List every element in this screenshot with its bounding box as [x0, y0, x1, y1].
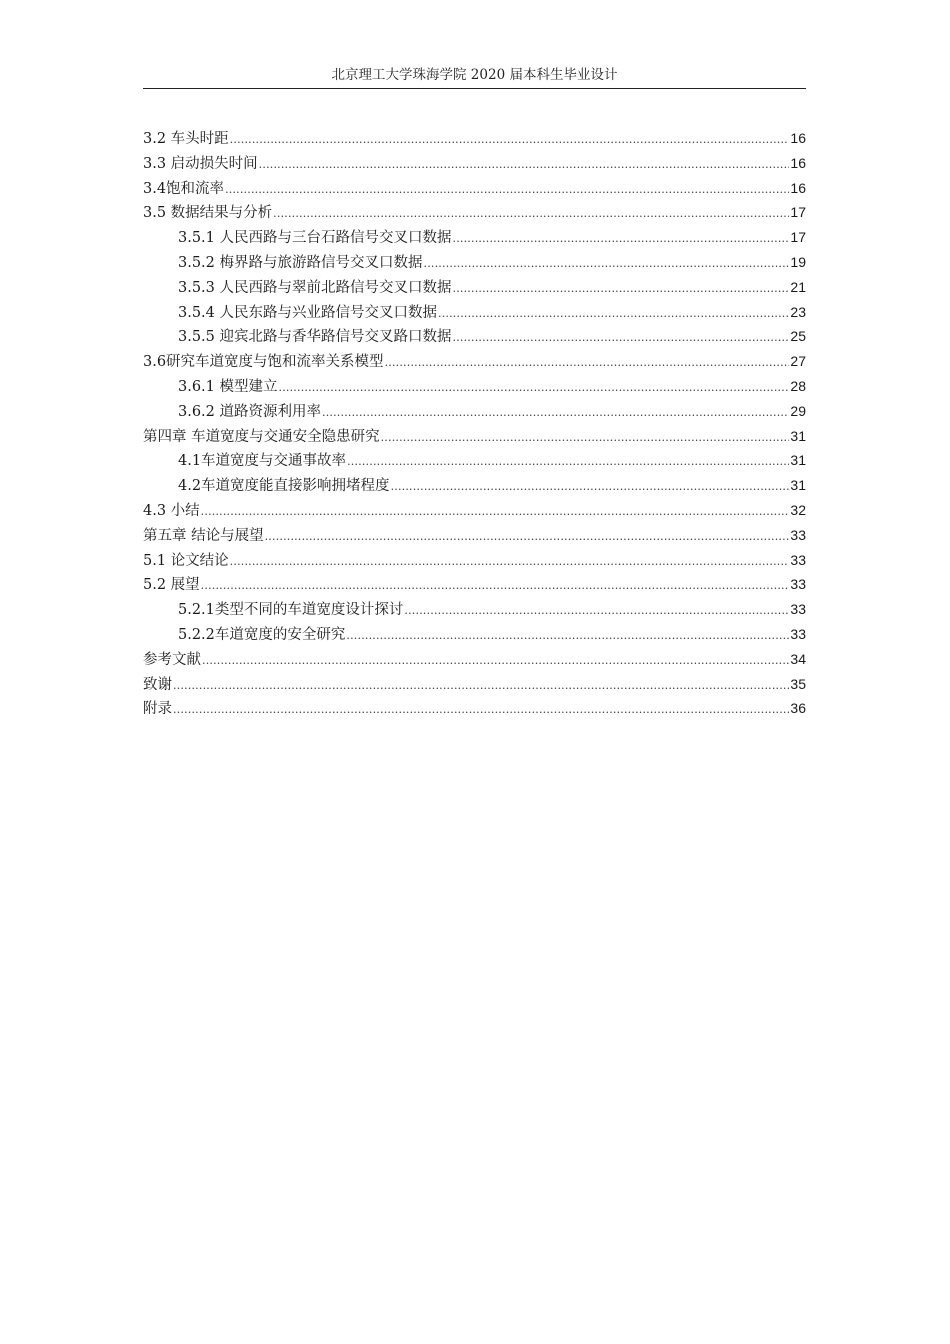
toc-entry-page-number: 23	[790, 303, 806, 320]
toc-entry[interactable]	[143, 324, 806, 349]
toc-entry-title: 3.2 车头时距	[143, 131, 229, 147]
toc-entry-page-number: 33	[790, 576, 806, 593]
toc-entry-title: 4.1车道宽度与交通事故率	[178, 453, 347, 470]
toc-dot-leader	[230, 549, 790, 575]
toc-entry-title: 3.5.3 人民西路与翠前北路信号交叉口数据	[178, 279, 452, 296]
toc-entry-page-number: 33	[790, 625, 806, 642]
toc-entry-page-number: 35	[790, 675, 806, 692]
toc-entry-title: 3.4饱和流率	[143, 180, 225, 197]
toc-entry-page-number: 16	[790, 130, 806, 146]
toc-dot-leader	[225, 177, 789, 203]
toc-entry-page-number: 19	[790, 253, 806, 270]
toc-entry-title: 5.2 展望	[143, 577, 200, 594]
toc-dot-leader	[347, 449, 789, 475]
toc-entry-page-number: 36	[790, 700, 806, 717]
toc-dot-leader	[453, 325, 790, 351]
toc-entry[interactable]	[143, 647, 806, 672]
toc-dot-leader	[201, 499, 790, 525]
toc-entry[interactable]	[143, 300, 806, 325]
toc-entry[interactable]	[143, 498, 806, 523]
toc-entry[interactable]	[143, 548, 806, 573]
toc-entry-page-number: 32	[790, 501, 806, 518]
toc-entry-title: 3.5 数据结果与分析	[143, 205, 273, 222]
toc-entry-page-number: 21	[790, 278, 806, 295]
toc-entry-page-number: 16	[790, 154, 806, 171]
toc-dot-leader	[404, 598, 789, 624]
toc-entry-page-number: 29	[790, 402, 806, 419]
toc-entry-title: 3.5.5 迎宾北路与香华路信号交叉路口数据	[178, 329, 452, 346]
toc-entry-title: 3.6.1 模型建立	[178, 378, 278, 395]
toc-entry-title: 附录	[143, 701, 172, 718]
toc-dot-leader	[230, 127, 790, 153]
toc-dot-leader	[438, 301, 789, 327]
toc-dot-leader	[202, 648, 789, 674]
toc-dot-leader	[265, 524, 790, 550]
toc-entry-page-number: 25	[790, 328, 806, 345]
toc-entry-page-number: 33	[790, 601, 806, 618]
toc-entry-title: 参考文献	[143, 651, 201, 668]
toc-entry[interactable]	[143, 572, 806, 597]
toc-dot-leader	[346, 623, 789, 649]
toc-entry-title: 致谢	[143, 676, 172, 693]
toc-dot-leader	[424, 251, 790, 277]
table-of-contents	[143, 126, 806, 721]
toc-dot-leader	[201, 573, 790, 599]
toc-entry-page-number: 33	[790, 551, 806, 568]
toc-entry-title: 3.5.2 梅界路与旅游路信号交叉口数据	[178, 254, 423, 271]
toc-entry[interactable]	[143, 597, 806, 622]
toc-entry-title: 5.2.1类型不同的车道宽度设计探讨	[178, 602, 404, 619]
toc-entry-page-number: 27	[790, 353, 806, 370]
toc-entry-page-number: 17	[790, 204, 806, 221]
toc-dot-leader	[453, 226, 790, 252]
toc-entry-page-number: 28	[790, 377, 806, 394]
toc-entry-page-number: 16	[790, 179, 806, 196]
toc-dot-leader	[279, 375, 790, 401]
toc-dot-leader	[453, 276, 790, 302]
toc-entry[interactable]	[143, 250, 806, 275]
toc-dot-leader	[273, 201, 789, 227]
toc-dot-leader	[173, 697, 789, 723]
toc-entry-title: 3.5.4 人民东路与兴业路信号交叉口数据	[178, 304, 438, 321]
toc-entry[interactable]	[143, 349, 806, 374]
toc-entry-page-number: 33	[790, 526, 806, 543]
toc-entry-title: 5.2.2车道宽度的安全研究	[178, 626, 346, 643]
toc-dot-leader	[259, 152, 790, 178]
toc-entry-page-number: 34	[790, 650, 806, 667]
toc-entry-title: 4.2车道宽度能直接影响拥堵程度	[178, 478, 390, 495]
toc-entry[interactable]	[143, 126, 806, 151]
toc-entry[interactable]	[143, 275, 806, 300]
toc-dot-leader	[381, 425, 790, 451]
toc-entry[interactable]	[143, 399, 806, 424]
toc-entry[interactable]	[143, 200, 806, 225]
page-header	[143, 64, 806, 89]
toc-dot-leader	[173, 673, 789, 699]
toc-entry-title: 3.5.1 人民西路与三台石路信号交叉口数据	[178, 230, 452, 247]
toc-dot-leader	[322, 400, 789, 426]
toc-entry[interactable]	[143, 176, 806, 201]
toc-entry-title: 4.3 小结	[143, 502, 200, 519]
toc-entry[interactable]	[143, 523, 806, 548]
toc-entry-page-number: 31	[790, 452, 806, 469]
toc-entry[interactable]	[143, 225, 806, 250]
toc-entry-title: 3.3 启动损失时间	[143, 155, 258, 172]
toc-entry[interactable]	[143, 473, 806, 498]
toc-entry[interactable]	[143, 448, 806, 473]
toc-entry[interactable]	[143, 424, 806, 449]
toc-dot-leader	[385, 350, 790, 376]
toc-entry-title: 5.1 论文结论	[143, 552, 229, 569]
toc-entry[interactable]	[143, 374, 806, 399]
toc-entry-title: 第四章 车道宽度与交通安全隐患研究	[143, 428, 380, 445]
toc-entry-title: 3.6.2 道路资源利用率	[178, 403, 322, 420]
header-title: 北京理工大学珠海学院 2020 届本科生毕业设计	[331, 67, 618, 83]
toc-entry-page-number: 31	[790, 477, 806, 494]
toc-entry[interactable]	[143, 672, 806, 697]
toc-entry-page-number: 31	[790, 427, 806, 444]
toc-entry-page-number: 17	[790, 229, 806, 246]
toc-dot-leader	[391, 474, 790, 500]
toc-entry-title: 第五章 结论与展望	[143, 527, 264, 544]
toc-entry[interactable]	[143, 696, 806, 721]
toc-entry[interactable]	[143, 151, 806, 176]
toc-entry[interactable]	[143, 622, 806, 647]
toc-entry-title: 3.6研究车道宽度与饱和流率关系模型	[143, 354, 384, 371]
